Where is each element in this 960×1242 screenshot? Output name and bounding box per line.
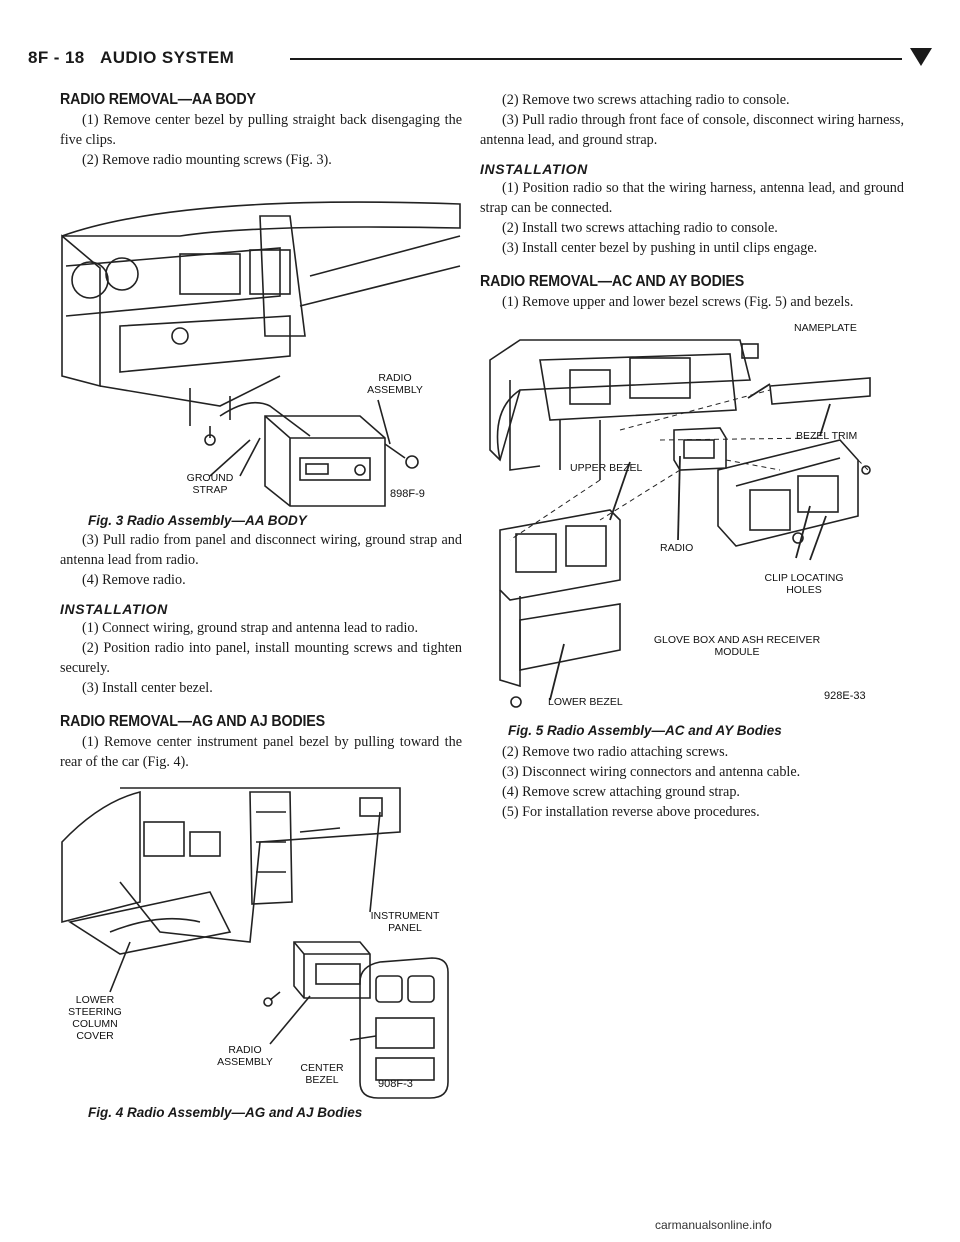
label-nameplate: NAMEPLATE	[794, 322, 857, 334]
header-rule	[290, 58, 902, 60]
label-lower-bezel: LOWER BEZEL	[548, 696, 623, 708]
step-text: (3) Install center bezel.	[82, 680, 213, 696]
section-name: AUDIO SYSTEM	[100, 48, 235, 67]
label-clip-locating-holes: CLIP LOCATING HOLES	[764, 572, 844, 596]
figure-caption: Fig. 4 Radio Assembly—AG and AJ Bodies	[88, 1105, 363, 1120]
step-text: (3) Disconnect wiring connectors and antenna cable.	[502, 764, 801, 780]
label-radio-assembly: RADIO ASSEMBLY	[367, 372, 423, 396]
figure-caption: Fig. 3 Radio Assembly—AA BODY	[88, 513, 307, 528]
section-title-ag-aj-bodies: RADIO REMOVAL—AG AND AJ BODIES	[60, 713, 325, 730]
triangle-marker-icon	[910, 48, 932, 66]
section-title-aa-body: RADIO REMOVAL—AA BODY	[60, 91, 256, 108]
label-instrument-panel: INSTRUMENT PANEL	[370, 910, 440, 934]
step-text: (1) Position radio so that the wiring harness, antenna lead, and ground strap can be connected.	[480, 180, 904, 216]
step-text: (2) Remove radio mounting screws (Fig. 3).	[82, 152, 332, 168]
step-text: (2) Install two screws attaching radio to console.	[502, 220, 778, 236]
step-text: (1) Remove upper and lower bezel screws (Fig. 5) and bezels.	[502, 294, 854, 310]
page-reference: 8F - 18	[28, 48, 85, 67]
step-text: (3) Install center bezel by pushing in until clips engage.	[502, 240, 818, 256]
step-text: (3) Pull radio from panel and disconnect wiring, ground strap and antenna lead from radio.	[60, 532, 462, 568]
step-text: (2) Remove two radio attaching screws.	[502, 744, 729, 760]
label-glove-box-ash-receiver-module: GLOVE BOX AND ASH RECEIVER MODULE	[653, 634, 821, 658]
label-radio-assembly: RADIO ASSEMBLY	[217, 1044, 273, 1068]
label-center-bezel: CENTER BEZEL	[300, 1062, 344, 1086]
step-text: (2) Position radio into panel, install mounting screws and tighten securely.	[60, 640, 462, 676]
label-upper-bezel: UPPER BEZEL	[570, 462, 643, 474]
step-text: (1) Remove center bezel by pulling straight back disengaging the five clips.	[60, 112, 462, 148]
figure-caption: Fig. 5 Radio Assembly—AC and AY Bodies	[508, 723, 782, 738]
step-text: (4) Remove radio.	[82, 572, 186, 588]
installation-heading: INSTALLATION	[480, 161, 588, 177]
left-column	[60, 90, 462, 1122]
figure-3	[60, 176, 462, 528]
step-text: (1) Connect wiring, ground strap and antenna lead to radio.	[82, 620, 419, 636]
label-radio: RADIO	[660, 542, 694, 554]
label-ground-strap: GROUND STRAP	[186, 472, 234, 496]
figure-code: 898F-9	[390, 488, 425, 500]
step-text: (5) For installation reverse above procedures.	[502, 804, 760, 820]
section-title-ac-ay-bodies: RADIO REMOVAL—AC AND AY BODIES	[480, 273, 745, 290]
installation-heading: INSTALLATION	[60, 601, 168, 617]
figure-code: 908F-3	[378, 1078, 413, 1090]
step-text: (1) Remove center instrument panel bezel by pulling toward the rear of the car (Fig. 4).	[60, 734, 462, 770]
step-text: (3) Pull radio through front face of console, disconnect wiring harness, antenna lead, and ground strap.	[480, 112, 904, 148]
step-text: (4) Remove screw attaching ground strap.	[502, 784, 740, 800]
right-column	[480, 90, 904, 822]
site-watermark: carmanualsonline.info	[655, 1218, 772, 1232]
fig3-illustration	[60, 176, 462, 512]
figure-5	[480, 320, 900, 740]
step-text: (2) Remove two screws attaching radio to console.	[502, 92, 790, 108]
header-title	[28, 48, 234, 68]
page-header	[28, 44, 938, 74]
figure-4	[60, 782, 462, 1122]
figure-code: 928E-33	[824, 690, 866, 702]
label-lower-steering-column-cover: LOWER STEERING COLUMN COVER	[68, 994, 122, 1042]
label-bezel-trim: BEZEL TRIM	[796, 430, 858, 442]
